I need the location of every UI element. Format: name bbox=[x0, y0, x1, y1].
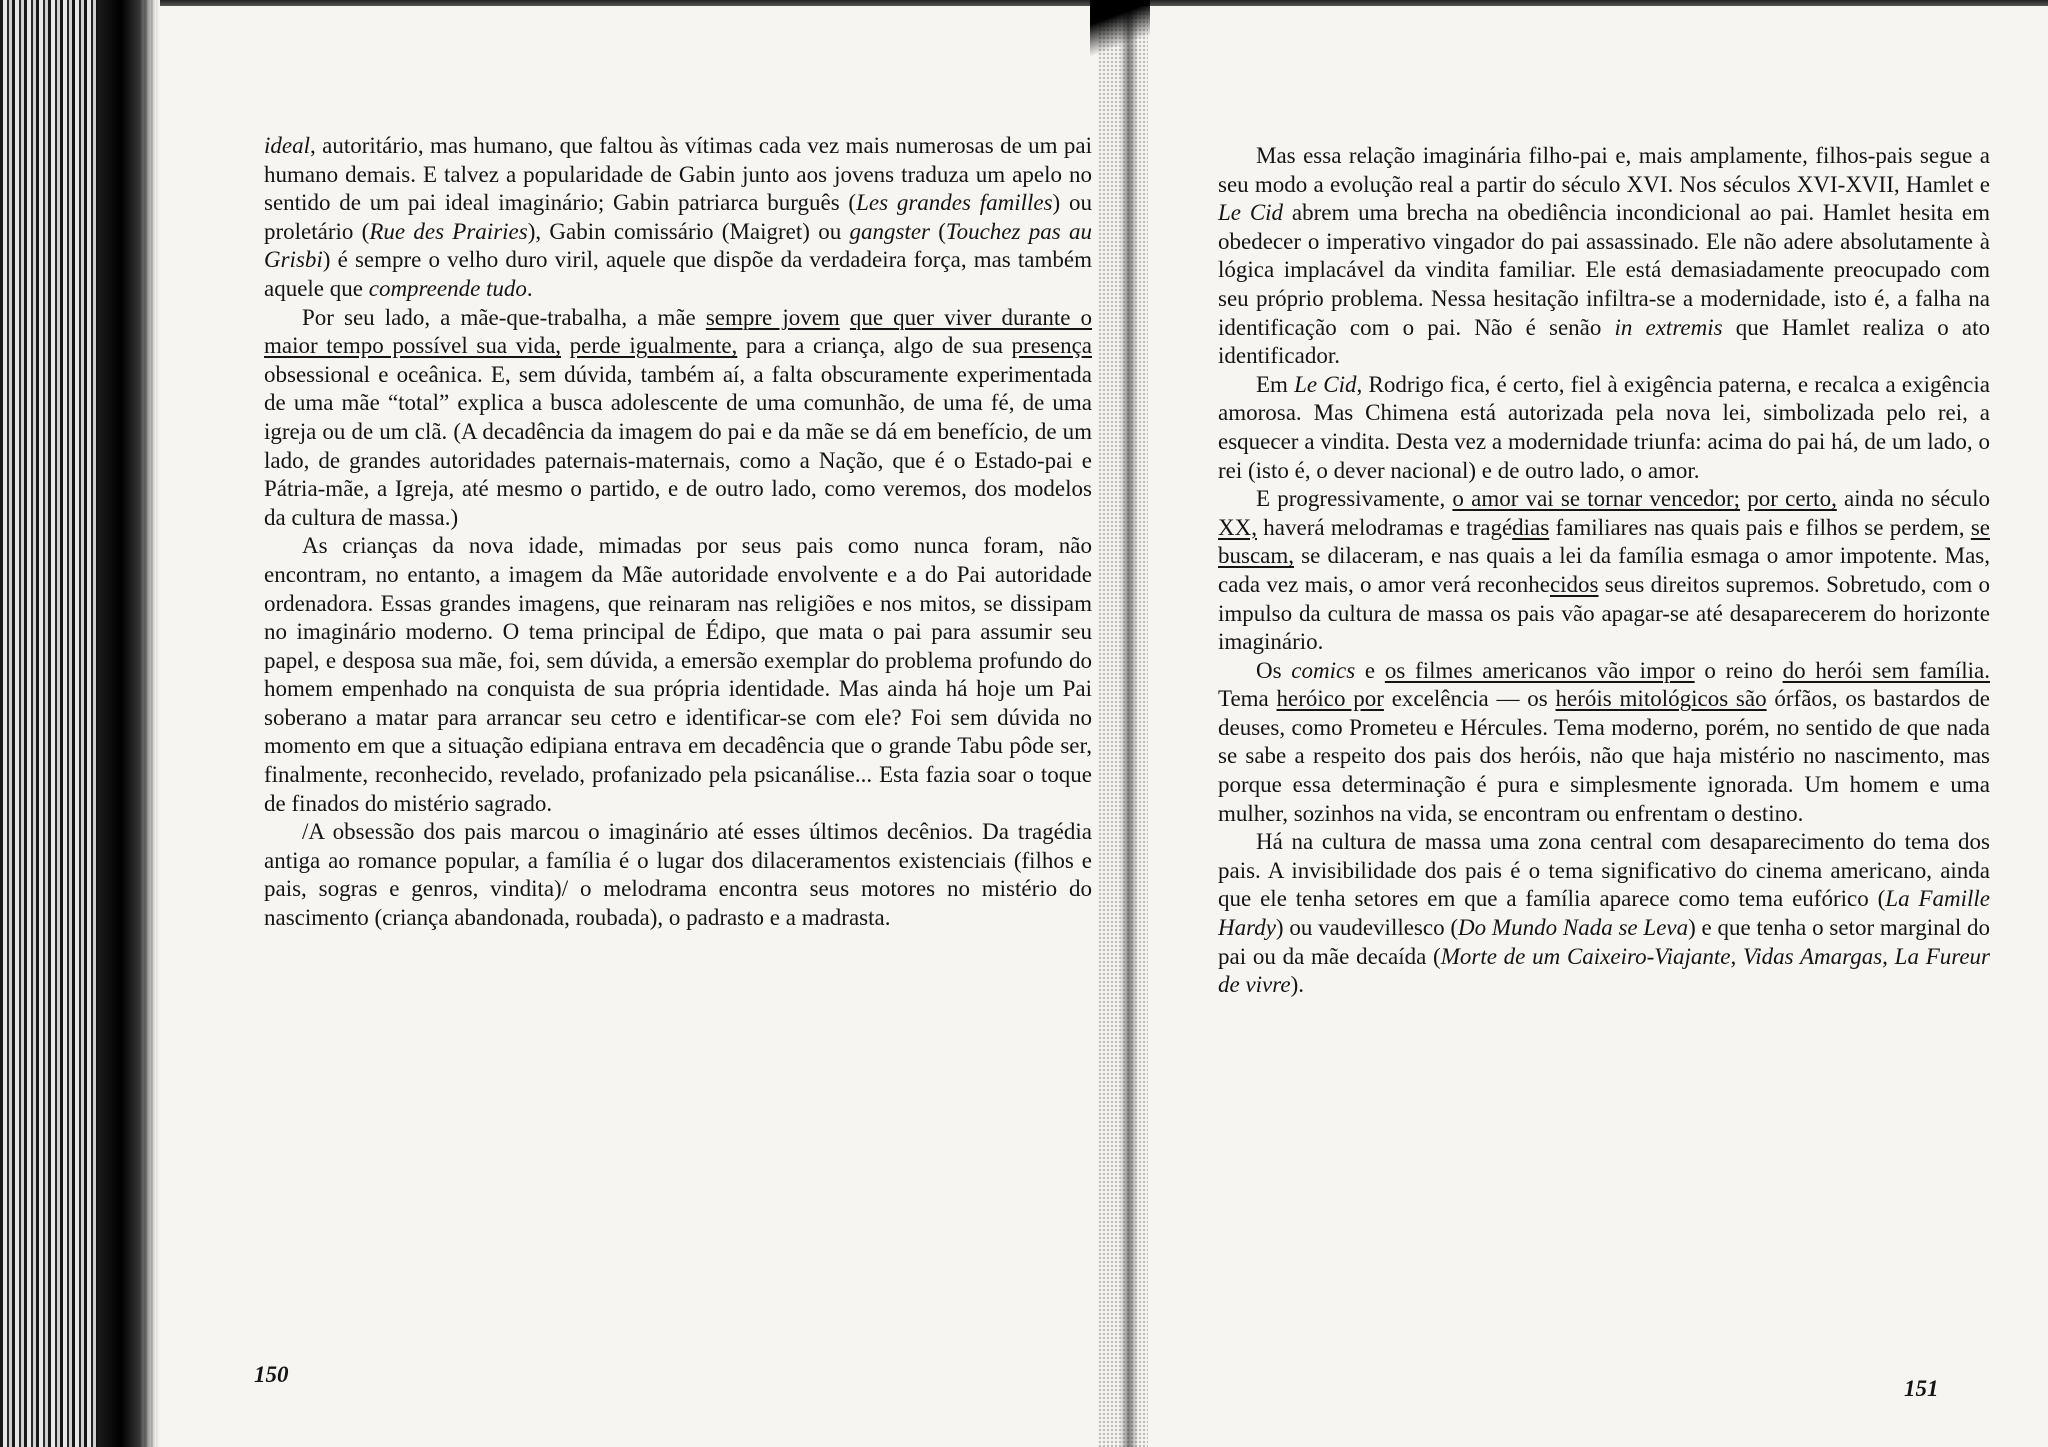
gutter-shadow bbox=[1120, 0, 1138, 1447]
left-paragraph-2: Por seu lado, a mãe-que-trabalha, a mãe sempre jovem que quer viver durante o maior tempo possível sua vida, perde igualmente, para a criança, algo de sua presença obsessional e oceânica. E, sem dúvida, também aí, a falta obscuramente experimentada de uma mãe “total” explica a busca adolescente de uma comunhão, de uma fé, de uma igreja ou de um clã. (A decadência da imagem do pai e da mãe se dá em benefício, de um lado, de grandes autoridades paternais-maternais, como a Nação, que é o Estado-pai e Pátria-mãe, a Igreja, até mesmo o partido, e de outro lado, como veremos, dos modelos da cultura de massa.) bbox=[264, 304, 1092, 530]
left-paragraph-1: ideal, autoritário, mas humano, que faltou às vítimas cada vez mais numerosas de um pai humano demais. E talvez a popularidade de Gabin junto aos jovens traduza um apelo no sentido de um pai ideal imaginário; Gabin patriarca burguês (Les grandes familles) ou proletário (Rue des Prairies), Gabin comissário (Maigret) ou gangster (Touchez pas au Grisbi) é sempre o velho duro viril, aquele que dispõe da verdadeira força, mas também aquele que compreende tudo. bbox=[264, 133, 1092, 301]
handwritten-slash-mark: / bbox=[302, 819, 309, 845]
right-paragraph-4: Os comics e os filmes americanos vão impor o reino do herói sem família. Tema heróico por excelência — os heróis mitológicos são órfãos, os bastardos de deuses, como Prometeu e Hércules. Tema moderno, porém, no sentido de que nada se sabe a respeito dos pais dos heróis, não que haja mistério no nascimento, mas porque essa determinação é pura e simplesmente ignorada. Um homem e uma mulher, sozinhos na vida, se encontram ou enfrentam o destino. bbox=[1218, 657, 1990, 826]
page-number-right: 151 bbox=[1904, 1376, 1939, 1401]
left-page bbox=[160, 0, 1100, 1447]
right-paragraph-1: Mas essa relação imaginária filho-pai e, mais amplamente, filhos-pais segue a seu modo a evolução real a partir do século XVI. Nos séculos XVI-XVII, Hamlet e Le Cid abrem uma brecha na obediência incondicional ao pai. Hamlet hesita em obedecer o imperativo vingador do pai assassinado. Ele não adere absolutamente à lógica implacável da vindita familiar. Ele está demasiadamente preocupado com seu próprio problema. Nessa hesitação infiltra-se a modernidade, isto é, a falha na identificação com o pai. Não é senão in extremis que Hamlet realiza o ato identificador. bbox=[1218, 143, 1991, 369]
left-paragraph-3: As crianças da nova idade, mimadas por seus pais como nunca foram, não encontram, no entanto, a imagem da Mãe autoridade envolvente e a do Pai autoridade ordenadora. Essas grandes imagens, que reinaram nas religiões e nos mitos, se dissipam no imaginário moderno. O tema principal de Édipo, que mata o pai para assumir seu papel, e desposa sua mãe, foi, sem dúvida, a emersão exemplar do problema profundo do homem empenhado na conquista de sua própria identidade. Mas ainda há hoje um Pai soberano a matar para arrancar seu cetro e identificar-se com ele? Foi sem dúvida no momento em que a situação edipiana entrava em decadência que o grande Tabu pôde ser, finalmente, reconhecido, revelado, profanizado pela psicanálise... Esta fazia soar o toque de finados do mistério sagrado. bbox=[264, 533, 1092, 816]
handwritten-slash-mark: / bbox=[561, 876, 569, 902]
left-paragraph-4: /A obsessão dos pais marcou o imaginário até esses últimos decênios. Da tragédia antiga ao romance popular, a família é o lugar dos dilaceramentos existenciais (filhos e pais, sogras e genros, vindita)/ o melodrama encontra seus motores no mistério do nascimento (criança abandonada, roubada), o padrasto e a madrasta. bbox=[264, 819, 1092, 931]
right-paragraph-2: Em Le Cid, Rodrigo fica, é certo, fiel à exigência paterna, e recalca a exigência amorosa. Mas Chimena está autorizada pela nova lei, simbolizada pelo rei, a esquecer a vindita. Desta vez a modernidade triunfa: acima do pai há, de um lado, o rei (isto é, o dever nacional) e de outro lado, o amor. bbox=[1218, 371, 1990, 483]
right-text-column bbox=[1218, 142, 1990, 1000]
right-paragraph-5: Há na cultura de massa uma zona central com desaparecimento do tema dos pais. A invisibilidade dos pais é o tema significativo do cinema americano, ainda que ele tenha setores em que a família aparece como tema eufórico (La Famille Hardy) ou vaudevillesco (Do Mundo Nada se Leva) e que tenha o setor marginal do pai ou da mãe decaída (Morte de um Caixeiro-Viajante, Vidas Amargas, La Fureur de vivre). bbox=[1218, 829, 1990, 998]
right-page bbox=[1150, 0, 2048, 1447]
book-binding-edge bbox=[98, 0, 156, 1447]
right-paragraph-3: E progressivamente, o amor vai se tornar vencedor; por certo, ainda no século XX, haverá melodramas e tragédias familiares nas quais pais e filhos se perdem, se buscam, se dilaceram, e nas quais a lei da família esmaga o amor impotente. Mas, cada vez mais, o amor verá reconhecidos seus direitos supremos. Sobretudo, com o impulso da cultura de massa os pais vão apagar-se até desaparecerem do horizonte imaginário. bbox=[1218, 486, 1990, 655]
left-text-column bbox=[264, 132, 1092, 933]
page-number-left: 150 bbox=[254, 1362, 289, 1387]
